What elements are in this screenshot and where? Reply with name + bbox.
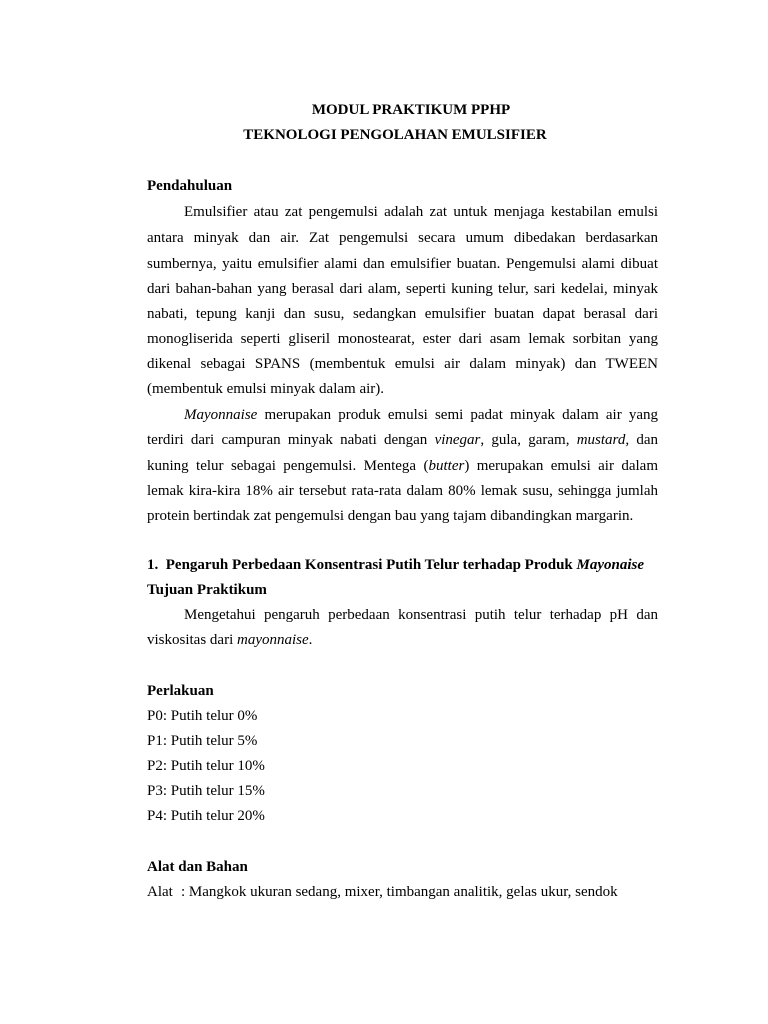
paragraph-line	[184, 407, 658, 424]
paragraph-line: Emulsifier atau zat pengemulsi adalah zat untuk menjaga kestabilan emulsi	[184, 204, 658, 220]
paragraph-line: monogliserida seperti gliseril monostearat, ester dari asam lemak sorbitan yang	[147, 331, 658, 347]
list-item: P4: Putih telur 20%	[147, 808, 265, 824]
section-title: Pengaruh Perbedaan Konsentrasi Putih Telur terhadap Produk	[165, 557, 577, 573]
paragraph-line: Mengetahui pengaruh perbedaan konsentrasi putih telur terhadap pH dan	[184, 607, 658, 623]
list-item: P0: Putih telur 0%	[147, 708, 258, 724]
paragraph-line	[147, 632, 658, 649]
text-run: terdiri dari campuran minyak nabati dengan	[147, 432, 435, 448]
alat-label: Alat	[147, 884, 173, 900]
paragraph-line: dikenal sebagai SPANS (membentuk emulsi air dalam minyak) dan TWEEN	[147, 356, 658, 372]
text-run: .	[308, 632, 313, 648]
italic-term: mustard,	[576, 432, 630, 448]
italic-term: Mayonnaise	[184, 407, 258, 423]
paragraph-line: protein bertindak zat pengemulsi dengan bau yang tajam dibandingkan margarin.	[147, 508, 634, 524]
list-item: P2: Putih telur 10%	[147, 758, 265, 774]
text-run: viskositas dari	[147, 632, 237, 648]
paragraph-line: nabati, tepung kanji dan susu, sedangkan emulsifier buatan dapat berasal dari	[147, 306, 658, 322]
section-number: 1.	[147, 557, 159, 573]
paragraph-line: antara minyak dan air. Zat pengemulsi secara umum dibedakan berdasarkan	[147, 230, 658, 246]
alat-bahan-heading: Alat dan Bahan	[147, 859, 248, 875]
section-heading	[147, 557, 658, 574]
text-run: dan	[629, 432, 658, 448]
paragraph-line: lemak kira-kira 18% air tersebut rata-rata dalam 80% lemak susu, sehingga jumlah	[147, 483, 658, 499]
italic-term: vinegar	[434, 432, 481, 448]
text-run: ) merupakan emulsi air dalam	[464, 458, 658, 474]
pendahuluan-heading: Pendahuluan	[147, 178, 233, 194]
list-item: P1: Putih telur 5%	[147, 733, 258, 749]
perlakuan-heading: Perlakuan	[147, 683, 214, 699]
alat-value: : Mangkok ukuran sedang, mixer, timbangan analitik, gelas ukur, sendok	[181, 884, 618, 900]
italic-term: butter	[428, 458, 465, 474]
paragraph-line: (membentuk emulsi minyak dalam air).	[147, 381, 385, 397]
paragraph-line	[147, 458, 658, 475]
document-subtitle: TEKNOLOGI PENGOLAHAN EMULSIFIER	[243, 127, 547, 143]
paragraph-line	[147, 432, 658, 449]
list-item: P3: Putih telur 15%	[147, 783, 265, 799]
paragraph-line: sumbernya, yaitu emulsifier alami dan emulsifier buatan. Pengemulsi alami dibuat	[147, 256, 658, 272]
tujuan-heading: Tujuan Praktikum	[147, 582, 267, 598]
paragraph-line: dari bahan-bahan yang berasal dari alam, seperti kuning telur, sari kedelai, minyak	[147, 281, 658, 297]
text-run: , gula, garam,	[480, 432, 577, 448]
text-run: kuning telur sebagai pengemulsi. Mentega (	[147, 458, 429, 474]
text-run: merupakan produk emulsi semi padat minyak dalam air yang	[257, 407, 658, 423]
italic-term: mayonnaise	[237, 632, 309, 648]
italic-term: Mayonaise	[576, 557, 645, 573]
document-title: MODUL PRAKTIKUM PPHP	[311, 102, 511, 118]
